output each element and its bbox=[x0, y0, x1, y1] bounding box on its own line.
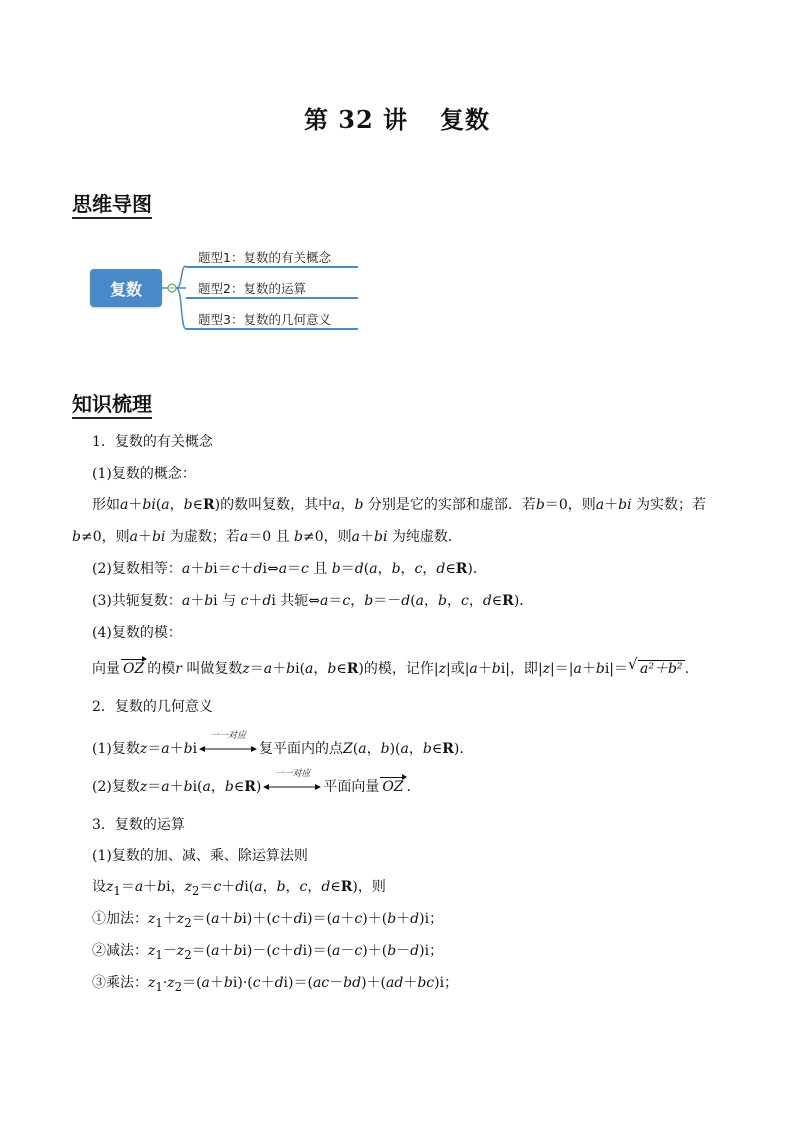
section-2-title: 2．复数的几何意义 bbox=[92, 699, 213, 715]
mindmap-root: 复数 bbox=[90, 269, 162, 307]
subtraction-rule: ②减法：$z_1-z_2=(a+bi)-(c+di)=(a-c)+(b-d)i$； bbox=[92, 943, 444, 962]
lesson-topic: 复数 bbox=[440, 105, 491, 134]
section-1-4: (4)复数的模： bbox=[92, 625, 182, 641]
lesson-number: 第 32 讲 bbox=[303, 105, 409, 134]
section-3-title: 3．复数的运算 bbox=[92, 817, 185, 833]
conjugate-complex: (3)共轭复数：a＋bi 与 c＋di 共轭⇔a＝c，b＝－d(a，b，c，d∈R)． bbox=[92, 593, 534, 609]
geometric-meaning-2: (2)复数z＝a＋bi(a，b∈R) 一一对应 平面向量 OZ . bbox=[92, 769, 411, 795]
mindmap-node-2: 题型2：复数的运算 bbox=[198, 279, 306, 297]
one-to-one-arrow-icon: 一一对应 bbox=[199, 742, 257, 756]
geometric-meaning-1: (1)复数z＝a＋bi 一一对应 复平面内的点Z(a，b)(a，b∈R)． bbox=[92, 731, 474, 757]
knowledge-heading: 知识梳理 bbox=[72, 392, 152, 419]
complex-definition-line-2: b≠0，则a＋bi 为虚数；若a＝0 且 b≠0，则a＋bi 为纯虚数． bbox=[72, 529, 462, 545]
section-1-1: (1)复数的概念： bbox=[92, 466, 196, 482]
page-title bbox=[0, 100, 794, 135]
section-3-1: (1)复数的加、减、乘、除运算法则 bbox=[92, 848, 308, 864]
mindmap-node-1: 题型1：复数的有关概念 bbox=[198, 248, 331, 266]
mindmap-heading: 思维导图 bbox=[72, 192, 152, 219]
one-to-one-arrow-icon: 一一对应 bbox=[263, 780, 321, 794]
multiplication-rule: ③乘法：$z_1\cdot z_2=(a+bi)\cdot(c+di)=(ac-bd)+(ad+bc)i$； bbox=[92, 975, 459, 994]
complex-definition-line-1: 形如a＋bi(a，b∈R)的数叫复数，其中a，b 分别是它的实部和虚部．若b＝0，则a＋bi 为实数；若 bbox=[92, 497, 707, 513]
section-1-title: 1．复数的有关概念 bbox=[92, 434, 213, 450]
modulus-line: 向量 OZ 的模r 叫做复数z＝a＋bi(a，b∈R)的模，记作|z|或|a＋bi|，即|z|＝|a＋bi|＝ √ a²＋b² . bbox=[92, 655, 690, 677]
mindmap-node-3: 题型3：复数的几何意义 bbox=[198, 310, 331, 328]
set-z1-z2: 设$z_1=a+bi$，$z_2=c+di(a$，b，c，d∈R)，则 bbox=[92, 879, 386, 898]
mindmap bbox=[88, 240, 358, 340]
addition-rule: ①加法：$z_1+z_2=(a+bi)+(c+di)=(a+c)+(b+d)i$； bbox=[92, 911, 444, 930]
complex-equality: (2)复数相等：a＋bi＝c＋di⇔a＝c 且 b＝d(a，b，c，d∈R)． bbox=[92, 561, 487, 577]
